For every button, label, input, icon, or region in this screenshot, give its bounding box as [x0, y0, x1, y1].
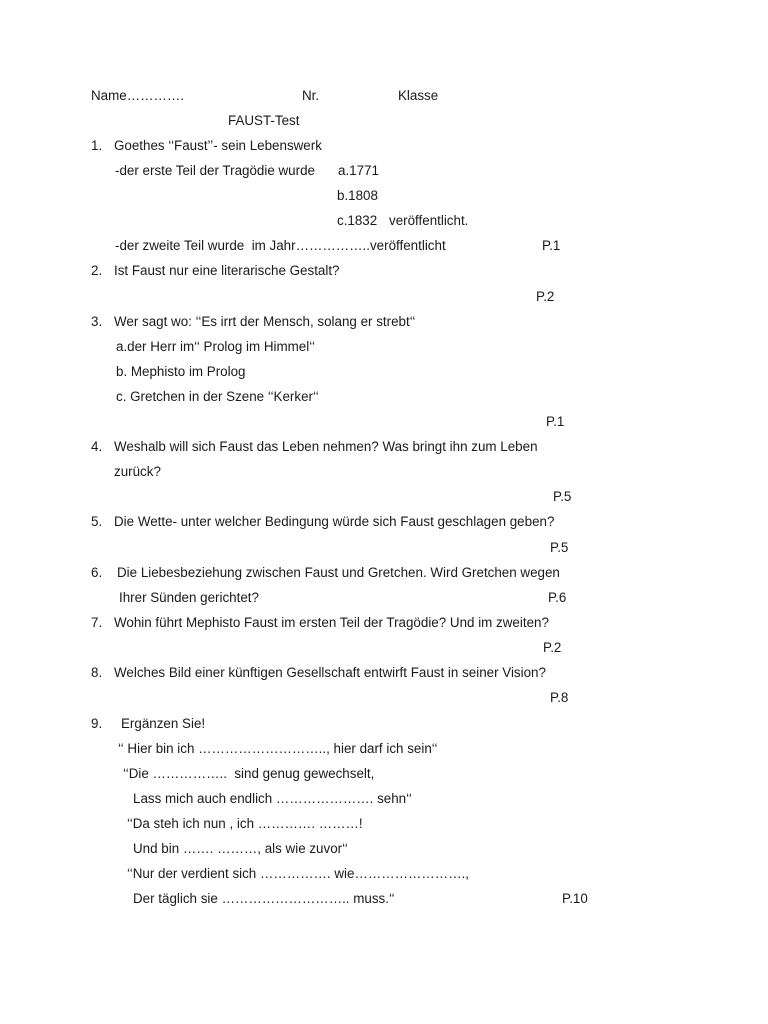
q1-option-c: c.1832: [337, 213, 378, 228]
q8-number: 8.: [91, 665, 103, 680]
q5-text: Die Wette- unter welcher Bedingung würde sich Faust geschlagen geben?: [114, 514, 555, 529]
q9-quote-line6: ‘‘Nur der verdient sich ……………. wie…………………….,: [127, 866, 470, 881]
q7-number: 7.: [91, 615, 103, 630]
q6-points: P.6: [548, 590, 567, 605]
q1-option-a: a.1771: [338, 163, 379, 178]
q1-points: P.1: [542, 238, 561, 253]
q1-part1: -der erste Teil der Tragödie wurde: [115, 163, 315, 178]
q3-option-b: b. Mephisto im Prolog: [116, 364, 246, 379]
q3-text: Wer sagt wo: ‘‘Es irrt der Mensch, solang er strebt‘‘: [114, 314, 416, 329]
q3-points: P.1: [546, 414, 565, 429]
q9-quote-line1: ‘‘ Hier bin ich ……………………….., hier darf ich sein‘‘: [118, 741, 438, 756]
q1-text: Goethes ‘‘Faust’’- sein Lebenswerk: [114, 138, 322, 153]
q4-number: 4.: [91, 439, 103, 454]
q9-quote-line2: ‘‘Die …………….. sind genug gewechselt,: [123, 766, 375, 781]
q1-number: 1.: [91, 138, 103, 153]
q2-points: P.2: [536, 289, 555, 304]
q3-option-c: c. Gretchen in der Szene ‘‘Kerker‘‘: [116, 389, 319, 404]
q6-number: 6.: [91, 565, 103, 580]
q8-points: P.8: [550, 690, 569, 705]
q1-option-b: b.1808: [337, 188, 378, 203]
q9-quote-line3: Lass mich auch endlich …………………. sehn‘‘: [133, 791, 412, 806]
q3-number: 3.: [91, 314, 103, 329]
q4-text-line1: Weshalb will sich Faust das Leben nehmen? Was bringt ihn zum Leben: [114, 439, 538, 454]
q8-text: Welches Bild einer künftigen Gesellschaft entwirft Faust in seiner Vision?: [114, 665, 546, 680]
q2-text: Ist Faust nur eine literarische Gestalt?: [114, 263, 340, 278]
q2-number: 2.: [91, 263, 103, 278]
q5-number: 5.: [91, 514, 103, 529]
document-title: FAUST-Test: [228, 113, 300, 128]
q7-text: Wohin führt Mephisto Faust im ersten Teil der Tragödie? Und im zweiten?: [114, 615, 549, 630]
q7-points: P.2: [543, 640, 562, 655]
q4-text-line2: zurück?: [114, 464, 161, 479]
q1-published: veröffentlicht.: [389, 213, 469, 228]
klasse-label: Klasse: [398, 88, 439, 103]
q9-text: Ergänzen Sie!: [121, 716, 206, 731]
q5-points: P.5: [550, 540, 569, 555]
q9-quote-line4: ‘‘Da steh ich nun , ich …………. ………!: [127, 816, 363, 831]
q3-option-a: a.der Herr im‘‘ Prolog im Himmel‘‘: [116, 339, 315, 354]
q9-points: P.10: [562, 891, 588, 906]
name-label: Name………….: [91, 88, 185, 103]
nr-label: Nr.: [302, 88, 320, 103]
q9-number: 9.: [91, 716, 103, 731]
q6-text-line1: Die Liebesbeziehung zwischen Faust und Gretchen. Wird Gretchen wegen: [117, 565, 560, 580]
q9-quote-line7: Der täglich sie ……………………….. muss.‘‘: [133, 891, 395, 906]
q6-text-line2: Ihrer Sünden gerichtet?: [119, 590, 259, 605]
q9-quote-line5: Und bin ……. ………, als wie zuvor‘‘: [133, 841, 348, 856]
q4-points: P.5: [553, 489, 572, 504]
q1-part2: -der zweite Teil wurde im Jahr……………..veröffentlicht: [115, 238, 446, 253]
